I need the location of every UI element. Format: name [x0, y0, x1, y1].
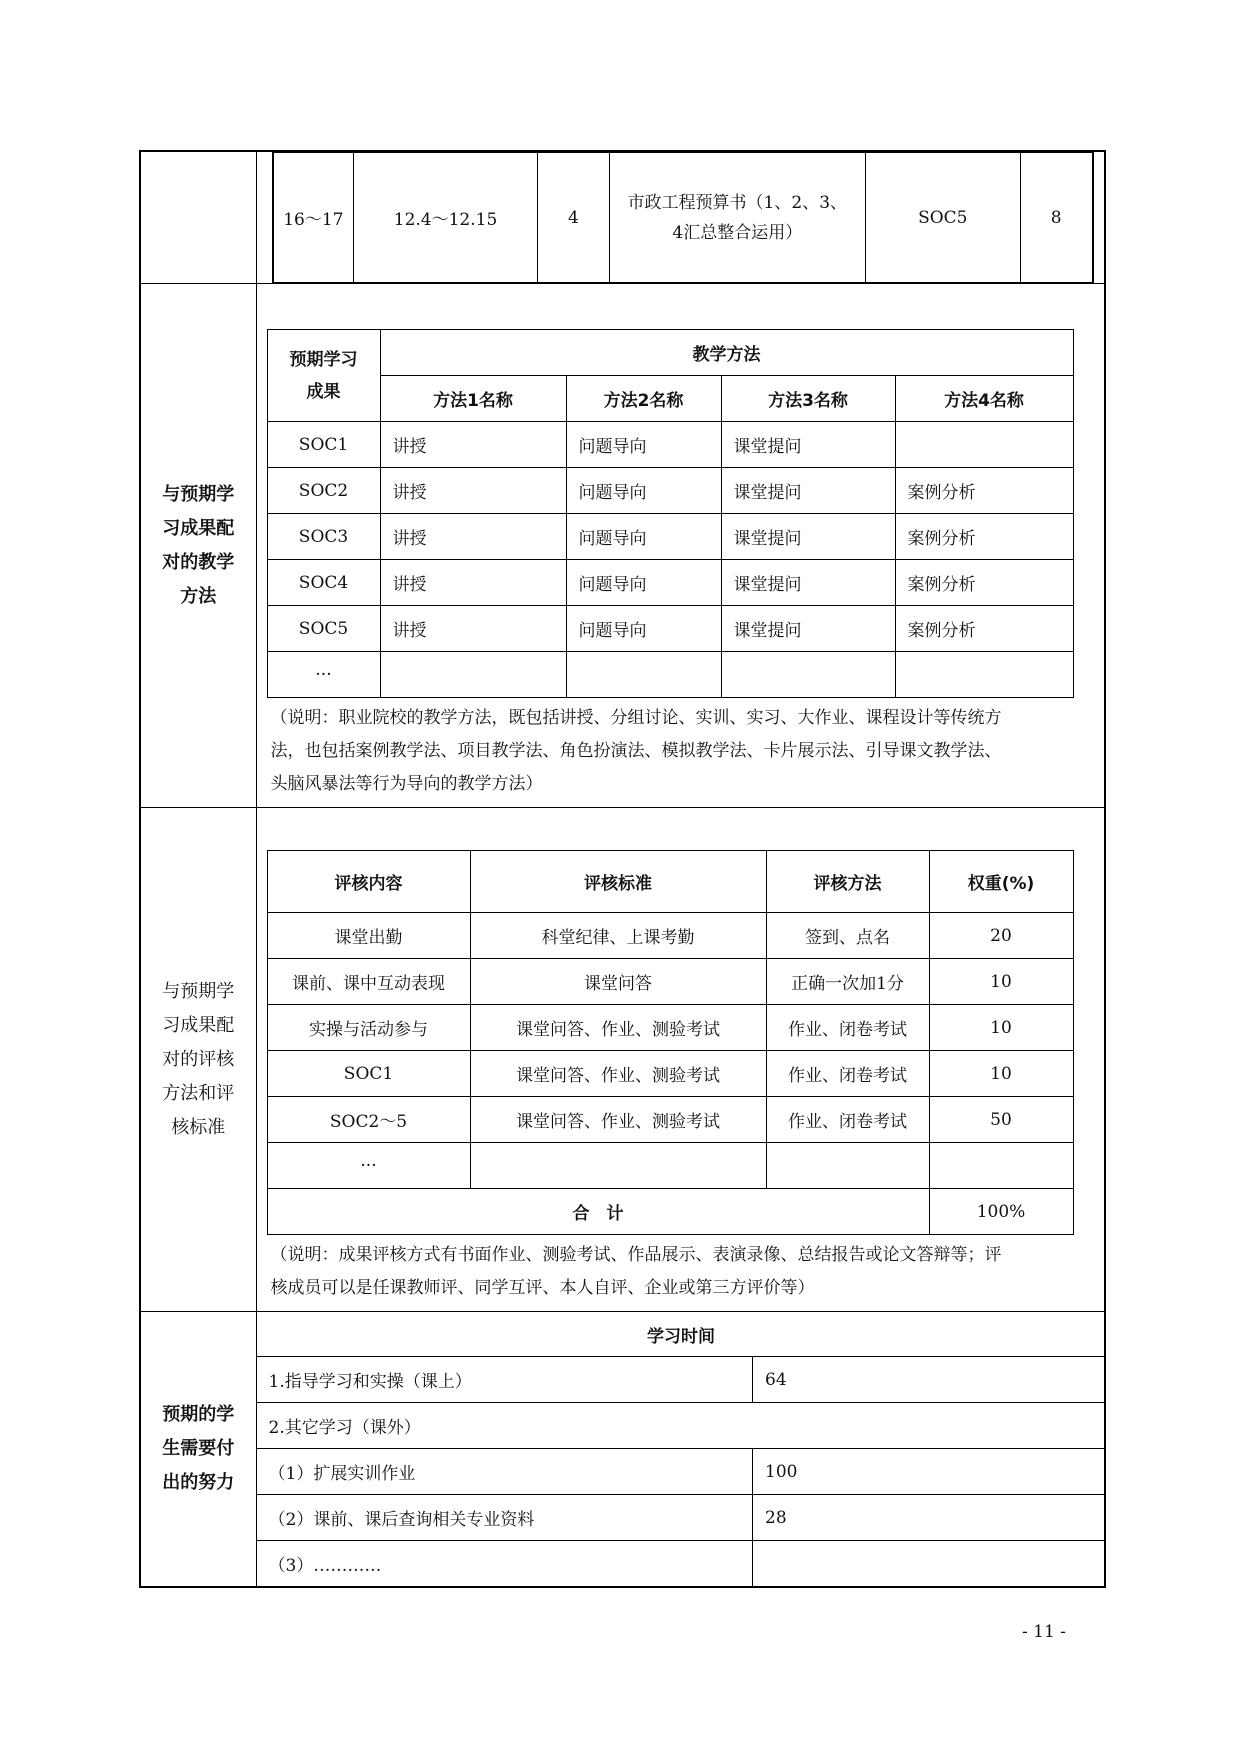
- effort-hours: 28: [753, 1495, 1106, 1541]
- standard-cell: [470, 1143, 766, 1189]
- total-label: 合 计: [267, 1189, 929, 1235]
- effort-item: 1.指导学习和实操（课上）: [257, 1357, 753, 1403]
- methods-label: 与预期学 习成果配 对的教学 方法: [140, 284, 256, 808]
- table-row: [267, 468, 1073, 514]
- table-row: [267, 606, 1073, 652]
- method-cell: [895, 652, 1073, 698]
- method-cell: 课堂提问: [721, 560, 895, 606]
- schedule-section: [140, 151, 1105, 284]
- weight-cell: 20: [929, 913, 1073, 959]
- soc-cell: SOC5: [267, 606, 380, 652]
- table-row: [267, 959, 1073, 1005]
- assessment-table: [267, 850, 1074, 1235]
- method-cell: 案例分析: [895, 560, 1073, 606]
- effort-label: 预期的学 生需要付 出的努力: [140, 1312, 256, 1588]
- effort-hours: 100: [753, 1449, 1106, 1495]
- assessment-note: （说明：成果评核方式有书面作业、测验考试、作品展示、表演录像、总结报告或论文答辩等；评 核成员可以是任课教师评、同学互评、本人自评、企业或第三方评价等）: [270, 1245, 1002, 1298]
- methods-group-header: 教学方法: [380, 330, 1073, 376]
- weight-cell: [929, 1143, 1073, 1189]
- method-cell: 问题导向: [566, 514, 721, 560]
- effort-item: （1）扩展实训作业: [257, 1449, 753, 1495]
- content-cell: 市政工程预算书（1、2、3、 4汇总整合运用）: [609, 153, 865, 283]
- method-cell: [380, 652, 566, 698]
- method-cell: 讲授: [380, 560, 566, 606]
- soc-cell: SOC3: [267, 514, 380, 560]
- soc-cell: SOC1: [267, 422, 380, 468]
- hours-cell: 4: [537, 153, 609, 283]
- date-cell: 12.4～12.15: [354, 153, 538, 283]
- content-cell: 课堂出勤: [267, 913, 470, 959]
- standard-cell: 课堂问答、作业、测验考试: [470, 1005, 766, 1051]
- method-cell: 课堂提问: [721, 468, 895, 514]
- method-cell: [766, 1143, 929, 1189]
- table-row: [267, 652, 1073, 698]
- table-row: [267, 913, 1073, 959]
- effort-table: [257, 1312, 1106, 1586]
- table-row: [267, 1051, 1073, 1097]
- method-cell: 课堂提问: [721, 514, 895, 560]
- table-row: [267, 376, 1073, 422]
- total-row: [267, 1189, 1073, 1235]
- method-cell: 案例分析: [895, 468, 1073, 514]
- method-cell: 课堂提问: [721, 422, 895, 468]
- methods-table: [267, 329, 1074, 698]
- table-row: [267, 330, 1073, 376]
- soc-cell: ···: [267, 652, 380, 698]
- content-cell: SOC2～5: [267, 1097, 470, 1143]
- method-cell: 案例分析: [895, 514, 1073, 560]
- content-cell: 实操与活动参与: [267, 1005, 470, 1051]
- total-value: 100%: [929, 1189, 1073, 1235]
- content-cell: ···: [267, 1143, 470, 1189]
- method-cell: 讲授: [380, 468, 566, 514]
- table-row: [257, 1541, 1106, 1587]
- table-row: [267, 514, 1073, 560]
- standard-cell: 课堂问答、作业、测验考试: [470, 1051, 766, 1097]
- soc-cell: SOC4: [267, 560, 380, 606]
- method1-header: 方法1名称: [380, 376, 566, 422]
- table-row: [267, 851, 1073, 913]
- methods-section: [140, 284, 1105, 808]
- method-cell: [895, 422, 1073, 468]
- content-header: 评核内容: [267, 851, 470, 913]
- method-cell: 问题导向: [566, 422, 721, 468]
- week-cell: 16～17: [273, 153, 354, 283]
- method-cell: [721, 652, 895, 698]
- content-cell: SOC1: [267, 1051, 470, 1097]
- outcome-cell: SOC5: [865, 153, 1020, 283]
- weight-cell: 50: [929, 1097, 1073, 1143]
- method-cell: 讲授: [380, 422, 566, 468]
- table-row: [267, 422, 1073, 468]
- content-cell: 课前、课中互动表现: [267, 959, 470, 1005]
- table-row: [267, 560, 1073, 606]
- effort-hours: [753, 1541, 1106, 1587]
- method-cell: 讲授: [380, 606, 566, 652]
- method-cell: 问题导向: [566, 560, 721, 606]
- standard-cell: 科堂纪律、上课考勤: [470, 913, 766, 959]
- method-cell: 问题导向: [566, 468, 721, 514]
- schedule-label-cell: [140, 151, 256, 284]
- effort-title: 学习时间: [257, 1312, 1106, 1357]
- table-row: [267, 1097, 1073, 1143]
- table-row: [257, 1403, 1106, 1449]
- method4-header: 方法4名称: [895, 376, 1073, 422]
- method-cell: 作业、闭卷考试: [766, 1097, 929, 1143]
- score-cell: 8: [1020, 153, 1092, 283]
- table-row: [267, 1143, 1073, 1189]
- effort-hours: 64: [753, 1357, 1106, 1403]
- method-cell: 课堂提问: [721, 606, 895, 652]
- standard-cell: 课堂问答、作业、测验考试: [470, 1097, 766, 1143]
- table-row: [273, 153, 1093, 283]
- effort-item: 2.其它学习（课外）: [257, 1403, 1106, 1449]
- methods-note: （说明：职业院校的教学方法，既包括讲授、分组讨论、实训、实习、大作业、课程设计等传统方 法，也包括案例教学法、项目教学法、角色扮演法、模拟教学法、卡片展示法、引导课文教学法、 头脑风暴法等行为导向的教学方法）: [270, 708, 1002, 794]
- method2-header: 方法2名称: [566, 376, 721, 422]
- weight-cell: 10: [929, 959, 1073, 1005]
- effort-item: （2）课前、课后查询相关专业资料: [257, 1495, 753, 1541]
- method-cell: 作业、闭卷考试: [766, 1051, 929, 1097]
- method-cell: 作业、闭卷考试: [766, 1005, 929, 1051]
- table-row: [267, 1005, 1073, 1051]
- standard-header: 评核标准: [470, 851, 766, 913]
- outcome-header: 预期学习 成果: [267, 330, 380, 422]
- method-cell: 案例分析: [895, 606, 1073, 652]
- weight-cell: 10: [929, 1005, 1073, 1051]
- table-row: [257, 1312, 1106, 1357]
- weight-header: 权重(%): [929, 851, 1073, 913]
- soc-cell: SOC2: [267, 468, 380, 514]
- table-row: [257, 1449, 1106, 1495]
- assessment-section: [140, 808, 1105, 1312]
- method-cell: 讲授: [380, 514, 566, 560]
- effort-section: [140, 1312, 1105, 1588]
- standard-cell: 课堂问答: [470, 959, 766, 1005]
- method3-header: 方法3名称: [721, 376, 895, 422]
- course-table: [139, 150, 1106, 1588]
- method-cell: 签到、点名: [766, 913, 929, 959]
- effort-item: （3）…………: [257, 1541, 753, 1587]
- table-row: [257, 1357, 1106, 1403]
- weight-cell: 10: [929, 1051, 1073, 1097]
- page-number: - 11 -: [1022, 1622, 1066, 1642]
- method-cell: [566, 652, 721, 698]
- assessment-label: 与预期学 习成果配 对的评核 方法和评 核标准: [140, 808, 256, 1312]
- method-cell: 问题导向: [566, 606, 721, 652]
- table-row: [257, 1495, 1106, 1541]
- schedule-table: [272, 152, 1094, 283]
- method-header: 评核方法: [766, 851, 929, 913]
- method-cell: 正确一次加1分: [766, 959, 929, 1005]
